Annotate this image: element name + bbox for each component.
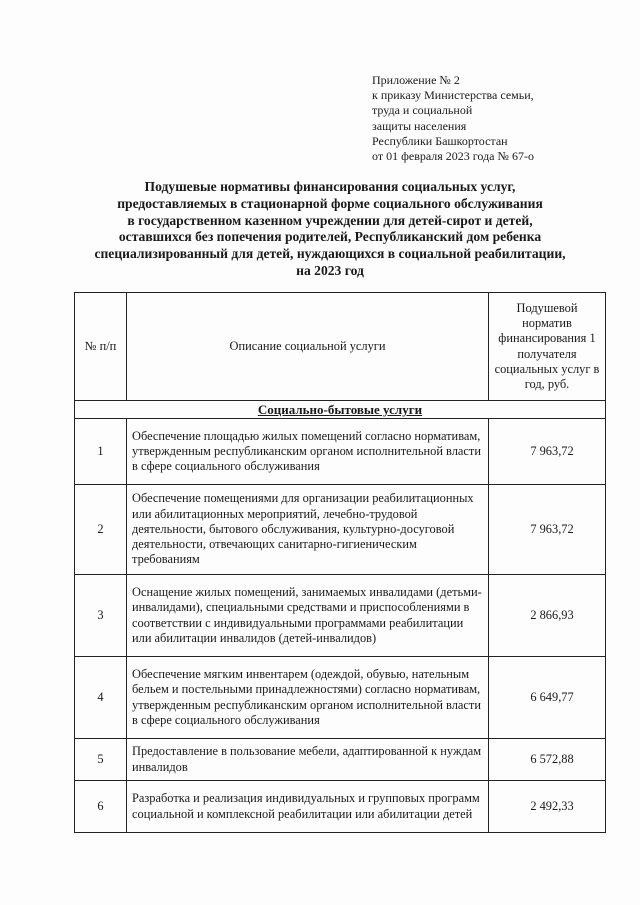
table-row <box>75 485 606 575</box>
header-normative: Подушевой норматив финансирования 1 получателя социальных услуг в год, руб. <box>489 293 606 401</box>
annex-line: к приказу Министерства семьи, <box>372 88 534 103</box>
row-description: Предоставление в пользование мебели, адаптированной к нуждам инвалидов <box>127 739 489 781</box>
row-number: 1 <box>75 419 127 485</box>
row-description: Оснащение жилых помещений, занимаемых инвалидами (детьми-инвалидами), специальными средствами и приспособлениями в соответствии с индивидуальными программами реабилитации или абилитации инвалидов (детей-инвалидов) <box>127 575 489 657</box>
annex-line: от 01 февраля 2023 года № 67-о <box>372 149 534 164</box>
annex-line: защиты населения <box>372 118 467 133</box>
services-table <box>74 292 606 833</box>
row-description: Обеспечение площадью жилых помещений согласно нормативам, утвержденным республиканским органом исполнительной власти в сфере социального обслуживания <box>127 419 489 485</box>
annex-line: Приложение № 2 <box>372 73 460 87</box>
title-line: Подушевые нормативы финансирования социальных услуг, <box>144 179 516 194</box>
table-row <box>75 739 606 781</box>
row-description: Обеспечение мягким инвентарем (одеждой, обувью, нательным бельем и постельными принадлежностями) согласно нормативам, утвержденным республиканским органом исполнительной власти в сфере социального обслуживания <box>127 657 489 739</box>
section-title: Социально-бытовые услуги <box>75 401 606 419</box>
table-row <box>75 657 606 739</box>
table-row <box>75 419 606 485</box>
title-line: на 2023 год <box>296 262 364 278</box>
header-number: № п/п <box>75 293 127 401</box>
row-value: 7 963,72 <box>489 419 606 485</box>
row-number: 3 <box>75 575 127 657</box>
row-value: 7 963,72 <box>489 485 606 575</box>
title-line: в государственном казенном учреждении для детей-сирот и детей, <box>127 212 533 228</box>
row-number: 5 <box>75 739 127 781</box>
annex-line: Республики Башкортостан <box>372 133 508 148</box>
row-value: 6 572,88 <box>489 739 606 781</box>
annex-line: труда и социальной <box>372 103 473 118</box>
table-row <box>75 575 606 657</box>
title-line: предоставляемых в стационарной форме социального обслуживания <box>117 195 543 211</box>
title-line: оставшихся без попечения родителей, Республиканский дом ребенка <box>118 229 542 245</box>
row-value: 2 492,33 <box>489 781 606 833</box>
section-row <box>75 401 606 419</box>
table-row <box>75 781 606 833</box>
title-line: специализированный для детей, нуждающихся в социальной реабилитации, <box>94 246 566 262</box>
header-description: Описание социальной услуги <box>127 293 489 401</box>
row-value: 2 866,93 <box>489 575 606 657</box>
document-title <box>60 179 600 280</box>
row-description: Обеспечение помещениями для организации реабилитационных или абилитационных мероприятий, лечебно-трудовой деятельности, бытового обслуживания, культурно-досуговой деятельности, отвечающих санитарно-гигиеническим требованиям <box>127 485 489 575</box>
row-value: 6 649,77 <box>489 657 606 739</box>
row-number: 4 <box>75 657 127 739</box>
row-number: 6 <box>75 781 127 833</box>
table-header-row <box>75 293 606 401</box>
row-description: Разработка и реализация индивидуальных и групповых программ социальной и комплексной реабилитации или абилитации детей <box>127 781 489 833</box>
annex-reference <box>372 73 612 164</box>
row-number: 2 <box>75 485 127 575</box>
